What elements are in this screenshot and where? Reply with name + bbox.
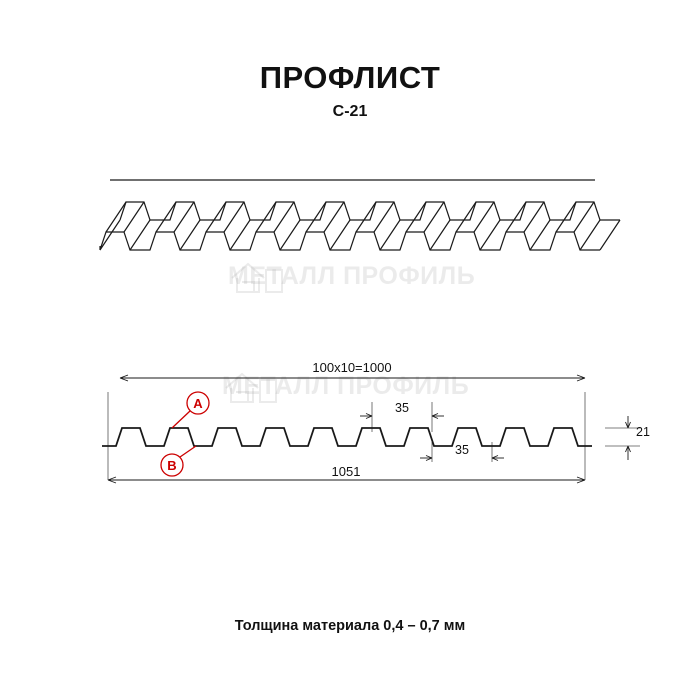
dim-lower-segment-label: 35 xyxy=(455,443,469,457)
product-code: С-21 xyxy=(332,103,368,120)
material-thickness-note: Толщина материала 0,4 – 0,7 мм xyxy=(234,618,466,634)
dim-top-span-label: 100х10=1000 xyxy=(312,360,392,375)
technical-drawing xyxy=(60,350,660,510)
watermark-text-2: МЕТАЛЛ ПРОФИЛЬ xyxy=(222,372,470,400)
dim-bottom-span-label: 1051 xyxy=(331,464,361,479)
page-title: ПРОФЛИСТ xyxy=(259,60,441,95)
dim-upper-segment-label: 35 xyxy=(395,401,409,415)
isometric-sheet-illustration xyxy=(80,150,625,280)
watermark-text: МЕТАЛЛ ПРОФИЛЬ xyxy=(228,262,476,290)
callout-a xyxy=(172,392,209,428)
callout-b xyxy=(161,446,196,476)
callout-a-label: A xyxy=(193,396,203,411)
callout-b-label: B xyxy=(167,458,177,473)
dim-height-label: 21 xyxy=(636,425,650,439)
